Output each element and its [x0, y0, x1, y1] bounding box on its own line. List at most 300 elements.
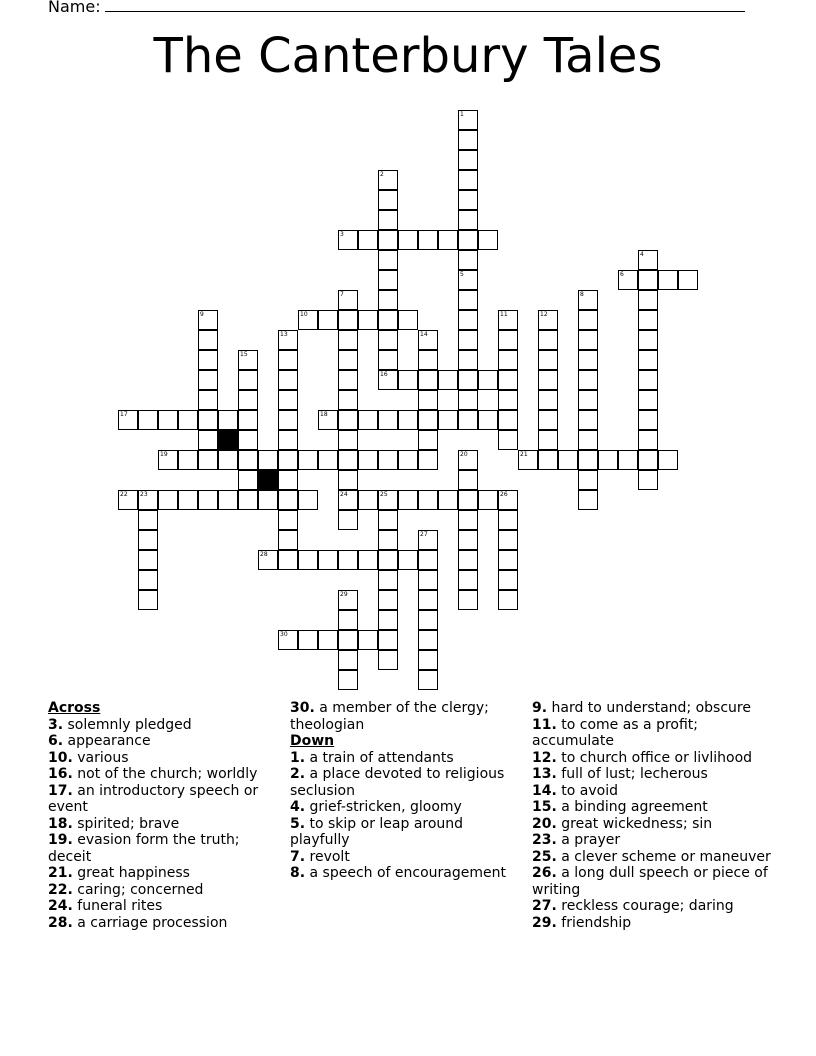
grid-cell[interactable]	[578, 290, 598, 310]
cell-number: 30	[280, 631, 288, 638]
grid-cell[interactable]	[378, 350, 398, 370]
grid-cell[interactable]	[298, 450, 318, 470]
grid-cell[interactable]	[458, 150, 478, 170]
grid-cell[interactable]	[278, 390, 298, 410]
grid-cell[interactable]	[378, 550, 398, 570]
grid-cell[interactable]	[458, 250, 478, 270]
grid-cell[interactable]	[378, 170, 398, 190]
grid-cell[interactable]	[438, 410, 458, 430]
grid-cell[interactable]	[238, 410, 258, 430]
grid-cell[interactable]	[338, 630, 358, 650]
grid-cell[interactable]	[378, 210, 398, 230]
grid-cell[interactable]	[178, 410, 198, 430]
grid-cell[interactable]	[238, 370, 258, 390]
grid-cell[interactable]	[458, 210, 478, 230]
grid-cell[interactable]	[418, 350, 438, 370]
grid-cell[interactable]	[138, 510, 158, 530]
grid-cell[interactable]	[498, 550, 518, 570]
grid-cell[interactable]	[358, 410, 378, 430]
clue-text: various	[72, 749, 129, 766]
cell-number: 9	[200, 311, 204, 318]
grid-cell[interactable]	[198, 490, 218, 510]
grid-cell[interactable]	[358, 450, 378, 470]
grid-cell[interactable]	[278, 490, 298, 510]
grid-cell[interactable]	[518, 450, 538, 470]
grid-cell[interactable]	[178, 490, 198, 510]
grid-cell[interactable]	[378, 250, 398, 270]
clue-number: 18.	[48, 815, 73, 832]
grid-cell[interactable]	[458, 370, 478, 390]
grid-cell[interactable]	[458, 310, 478, 330]
grid-cell[interactable]	[498, 430, 518, 450]
clue-number: 2.	[290, 766, 306, 782]
grid-cell[interactable]	[538, 430, 558, 450]
across-header: Across	[48, 700, 101, 716]
down-clue	[532, 849, 772, 866]
grid-cell[interactable]	[338, 550, 358, 570]
grid-cell[interactable]	[138, 550, 158, 570]
grid-cell[interactable]	[238, 430, 258, 450]
grid-cell[interactable]	[538, 350, 558, 370]
grid-cell[interactable]	[378, 290, 398, 310]
grid-cell[interactable]	[378, 270, 398, 290]
grid-cell[interactable]	[198, 390, 218, 410]
grid-cell[interactable]	[578, 370, 598, 390]
grid-cell[interactable]	[638, 290, 658, 310]
clue-number: 25.	[532, 848, 557, 865]
clue-number: 21.	[48, 865, 73, 881]
grid-cell[interactable]	[378, 530, 398, 550]
cell-number: 25	[380, 491, 388, 498]
cell-number: 8	[580, 291, 584, 298]
clue-text: hard to understand; obscure	[547, 700, 751, 716]
grid-cell[interactable]	[278, 630, 298, 650]
grid-cell[interactable]	[418, 570, 438, 590]
grid-cell[interactable]	[478, 490, 498, 510]
grid-cell[interactable]	[658, 450, 678, 470]
grid-cell[interactable]	[458, 450, 478, 470]
clue-column-2	[290, 700, 526, 882]
grid-cell[interactable]	[458, 410, 478, 430]
clue-number: 14.	[532, 782, 557, 799]
clue-text: a clever scheme or maneuver	[556, 848, 771, 865]
grid-cell[interactable]	[338, 610, 358, 630]
grid-cell[interactable]	[378, 650, 398, 670]
grid-cell[interactable]	[318, 410, 338, 430]
cell-number: 21	[520, 451, 528, 458]
grid-cell[interactable]	[258, 450, 278, 470]
grid-cell[interactable]	[278, 330, 298, 350]
grid-cell[interactable]	[478, 410, 498, 430]
grid-cell[interactable]	[138, 590, 158, 610]
clue-number: 7.	[290, 848, 306, 865]
clue-number: 5.	[290, 815, 306, 832]
grid-cell[interactable]	[238, 390, 258, 410]
cell-number: 23	[140, 491, 148, 498]
clue-number: 24.	[48, 898, 73, 914]
page-title: The Canterbury Tales	[153, 28, 663, 84]
clue-text: a long dull speech or piece of writing	[532, 865, 768, 898]
grid-cell[interactable]	[638, 330, 658, 350]
down-clue	[532, 783, 772, 800]
grid-cell[interactable]	[458, 290, 478, 310]
cell-number: 18	[320, 411, 328, 418]
grid-cell[interactable]	[418, 370, 438, 390]
grid-cell[interactable]	[338, 430, 358, 450]
grid-cell[interactable]	[498, 510, 518, 530]
grid-cell[interactable]	[118, 410, 138, 430]
clue-number: 10.	[48, 749, 73, 766]
grid-cell[interactable]	[398, 550, 418, 570]
grid-cell[interactable]	[658, 270, 678, 290]
grid-cell[interactable]	[418, 670, 438, 690]
clue-text: a speech of encouragement	[305, 865, 506, 881]
grid-cell[interactable]	[638, 350, 658, 370]
grid-cell[interactable]	[458, 270, 478, 290]
grid-cell[interactable]	[418, 390, 438, 410]
grid-cell[interactable]	[498, 310, 518, 330]
grid-cell[interactable]	[378, 510, 398, 530]
grid-cell[interactable]	[218, 450, 238, 470]
grid-cell[interactable]	[638, 270, 658, 290]
clue-text: a train of attendants	[305, 749, 454, 766]
grid-cell[interactable]	[538, 370, 558, 390]
cell-number: 19	[160, 451, 168, 458]
grid-cell[interactable]	[458, 470, 478, 490]
grid-cell[interactable]	[638, 310, 658, 330]
grid-cell[interactable]	[358, 310, 378, 330]
grid-cell[interactable]	[458, 510, 478, 530]
grid-cell[interactable]	[538, 390, 558, 410]
down-clue	[532, 750, 772, 767]
grid-cell[interactable]	[318, 450, 338, 470]
grid-cell[interactable]	[578, 470, 598, 490]
grid-cell[interactable]	[578, 330, 598, 350]
grid-cell[interactable]	[438, 230, 458, 250]
grid-cell[interactable]	[138, 490, 158, 510]
grid-cell[interactable]	[198, 350, 218, 370]
grid-cell[interactable]	[578, 410, 598, 430]
grid-cell[interactable]	[638, 470, 658, 490]
down-clue	[290, 816, 526, 849]
grid-cell[interactable]	[298, 630, 318, 650]
grid-cell[interactable]	[238, 470, 258, 490]
clue-text: great happiness	[72, 865, 190, 881]
grid-cell[interactable]	[278, 510, 298, 530]
grid-cell[interactable]	[458, 230, 478, 250]
grid-cell[interactable]	[378, 630, 398, 650]
down-clue	[290, 750, 526, 767]
grid-cell[interactable]	[158, 450, 178, 470]
grid-cell[interactable]	[338, 490, 358, 510]
grid-cell[interactable]	[358, 230, 378, 250]
grid-cell[interactable]	[258, 550, 278, 570]
grid-cell[interactable]	[578, 490, 598, 510]
cell-number: 4	[640, 251, 644, 258]
across-clue	[48, 750, 280, 767]
grid-cell[interactable]	[498, 370, 518, 390]
grid-cell[interactable]	[418, 410, 438, 430]
grid-cell[interactable]	[538, 310, 558, 330]
grid-cell[interactable]	[418, 230, 438, 250]
grid-cell[interactable]	[278, 410, 298, 430]
clue-number: 3.	[48, 716, 64, 733]
cell-number: 1	[460, 111, 464, 118]
grid-cell[interactable]	[178, 450, 198, 470]
clue-number: 12.	[532, 749, 557, 766]
grid-cell[interactable]	[338, 370, 358, 390]
grid-cell[interactable]	[578, 430, 598, 450]
grid-cell[interactable]	[678, 270, 698, 290]
grid-cell[interactable]	[378, 190, 398, 210]
grid-cell[interactable]	[458, 530, 478, 550]
grid-cell[interactable]	[438, 370, 458, 390]
grid-cell[interactable]	[318, 550, 338, 570]
grid-cell[interactable]	[218, 410, 238, 430]
cell-number: 11	[500, 311, 508, 318]
cell-number: 27	[420, 531, 428, 538]
grid-cell[interactable]	[358, 550, 378, 570]
down-clue	[290, 849, 526, 866]
grid-cell[interactable]	[378, 370, 398, 390]
grid-cell[interactable]	[418, 430, 438, 450]
grid-cell[interactable]	[458, 570, 478, 590]
grid-cell[interactable]	[358, 490, 378, 510]
down-clue	[532, 700, 772, 717]
grid-cell[interactable]	[218, 490, 238, 510]
grid-cell[interactable]	[498, 590, 518, 610]
grid-cell[interactable]	[378, 330, 398, 350]
cell-number: 3	[340, 231, 344, 238]
clue-text: solemnly pledged	[63, 716, 192, 733]
cell-number: 16	[380, 371, 388, 378]
grid-cell[interactable]	[458, 130, 478, 150]
clue-text: a member of the clergy; theologian	[290, 700, 489, 733]
grid-cell[interactable]	[338, 410, 358, 430]
across-clue	[48, 865, 280, 882]
grid-cell[interactable]	[158, 490, 178, 510]
grid-cell[interactable]	[298, 490, 318, 510]
grid-cell[interactable]	[278, 470, 298, 490]
grid-cell[interactable]	[118, 490, 138, 510]
grid-cell[interactable]	[538, 450, 558, 470]
grid-cell[interactable]	[378, 570, 398, 590]
grid-cell[interactable]	[418, 490, 438, 510]
grid-cell[interactable]	[138, 570, 158, 590]
grid-cell[interactable]	[578, 390, 598, 410]
grid-cell[interactable]	[318, 630, 338, 650]
grid-cell[interactable]	[498, 530, 518, 550]
grid-cell[interactable]	[358, 630, 378, 650]
grid-cell[interactable]	[458, 170, 478, 190]
grid-cell[interactable]	[638, 250, 658, 270]
grid-cell[interactable]	[158, 410, 178, 430]
down-clue	[290, 865, 526, 882]
clue-text: a place devoted to religious seclusion	[290, 766, 505, 799]
across-clue	[48, 915, 280, 932]
grid-cell[interactable]	[338, 310, 358, 330]
grid-cell[interactable]	[478, 230, 498, 250]
clue-number: 26.	[532, 865, 557, 881]
grid-cell[interactable]	[298, 550, 318, 570]
across-clue	[48, 898, 280, 915]
grid-cell[interactable]	[418, 630, 438, 650]
clue-text: an introductory speech or event	[48, 782, 259, 815]
down-clue	[532, 915, 772, 932]
grid-cell[interactable]	[458, 190, 478, 210]
clue-text: funeral rites	[72, 898, 163, 914]
grid-cell[interactable]	[618, 270, 638, 290]
grid-cell[interactable]	[198, 430, 218, 450]
grid-cell[interactable]	[458, 590, 478, 610]
across-clue	[48, 783, 280, 816]
clue-text: a carriage procession	[72, 914, 228, 931]
grid-cell[interactable]	[638, 430, 658, 450]
blocked-cell	[258, 470, 278, 490]
grid-cell[interactable]	[458, 550, 478, 570]
grid-cell[interactable]	[418, 650, 438, 670]
clue-text: appearance	[63, 733, 151, 749]
grid-cell[interactable]	[498, 570, 518, 590]
cell-number: 12	[540, 311, 548, 318]
grid-cell[interactable]	[638, 410, 658, 430]
grid-cell[interactable]	[438, 490, 458, 510]
grid-cell[interactable]	[398, 450, 418, 470]
grid-cell[interactable]	[418, 550, 438, 570]
grid-cell[interactable]	[498, 390, 518, 410]
grid-cell[interactable]	[378, 450, 398, 470]
grid-cell[interactable]	[498, 410, 518, 430]
grid-cell[interactable]	[138, 410, 158, 430]
grid-cell[interactable]	[538, 330, 558, 350]
blocked-cell	[218, 430, 238, 450]
grid-cell[interactable]	[378, 410, 398, 430]
grid-cell[interactable]	[418, 330, 438, 350]
clue-text: to come as a profit; accumulate	[532, 716, 699, 749]
grid-cell[interactable]	[278, 370, 298, 390]
grid-cell[interactable]	[198, 410, 218, 430]
grid-cell[interactable]	[478, 370, 498, 390]
clue-number: 30.	[290, 700, 315, 716]
grid-cell[interactable]	[318, 310, 338, 330]
grid-cell[interactable]	[418, 530, 438, 550]
cell-number: 24	[340, 491, 348, 498]
grid-cell[interactable]	[618, 450, 638, 470]
down-clue	[532, 832, 772, 849]
grid-cell[interactable]	[198, 310, 218, 330]
grid-cell[interactable]	[458, 350, 478, 370]
grid-cell[interactable]	[498, 330, 518, 350]
grid-cell[interactable]	[558, 450, 578, 470]
grid-cell[interactable]	[598, 450, 618, 470]
grid-cell[interactable]	[378, 610, 398, 630]
grid-cell[interactable]	[578, 310, 598, 330]
grid-cell[interactable]	[198, 330, 218, 350]
grid-cell[interactable]	[458, 110, 478, 130]
grid-cell[interactable]	[398, 370, 418, 390]
grid-cell[interactable]	[458, 390, 478, 410]
grid-cell[interactable]	[458, 330, 478, 350]
grid-cell[interactable]	[238, 450, 258, 470]
grid-cell[interactable]	[278, 550, 298, 570]
grid-cell[interactable]	[418, 610, 438, 630]
grid-cell[interactable]	[198, 450, 218, 470]
grid-cell[interactable]	[398, 230, 418, 250]
grid-cell[interactable]	[338, 670, 358, 690]
cell-number: 29	[340, 591, 348, 598]
cell-number: 7	[340, 291, 344, 298]
grid-cell[interactable]	[338, 590, 358, 610]
grid-cell[interactable]	[378, 230, 398, 250]
grid-cell[interactable]	[338, 230, 358, 250]
grid-cell[interactable]	[258, 490, 278, 510]
grid-cell[interactable]	[338, 290, 358, 310]
grid-cell[interactable]	[378, 590, 398, 610]
down-clue	[290, 766, 526, 799]
grid-cell[interactable]	[278, 450, 298, 470]
grid-cell[interactable]	[338, 470, 358, 490]
clue-text: to church office or livlihood	[556, 749, 753, 766]
grid-cell[interactable]	[578, 350, 598, 370]
clue-text: spirited; brave	[72, 815, 180, 832]
grid-cell[interactable]	[338, 450, 358, 470]
grid-cell[interactable]	[498, 490, 518, 510]
cell-number: 28	[260, 551, 268, 558]
grid-cell[interactable]	[238, 350, 258, 370]
clue-text: to skip or leap around playfully	[290, 815, 464, 848]
grid-cell[interactable]	[338, 390, 358, 410]
grid-cell[interactable]	[418, 450, 438, 470]
grid-cell[interactable]	[378, 310, 398, 330]
clue-number: 20.	[532, 815, 557, 832]
grid-cell[interactable]	[638, 450, 658, 470]
clue-text: friendship	[556, 914, 632, 931]
clue-number: 27.	[532, 898, 557, 914]
clue-text: a prayer	[556, 832, 621, 848]
grid-cell[interactable]	[238, 490, 258, 510]
grid-cell[interactable]	[398, 490, 418, 510]
clue-text: evasion form the truth; deceit	[48, 832, 240, 865]
down-clue	[532, 766, 772, 783]
cell-number: 10	[300, 311, 308, 318]
grid-cell[interactable]	[278, 530, 298, 550]
grid-cell[interactable]	[498, 350, 518, 370]
grid-cell[interactable]	[338, 350, 358, 370]
grid-cell[interactable]	[138, 530, 158, 550]
cell-number: 22	[120, 491, 128, 498]
grid-cell[interactable]	[398, 410, 418, 430]
grid-cell[interactable]	[458, 490, 478, 510]
grid-cell[interactable]	[338, 650, 358, 670]
grid-cell[interactable]	[198, 370, 218, 390]
clue-text: reckless courage; daring	[556, 898, 734, 914]
grid-cell[interactable]	[638, 370, 658, 390]
grid-cell[interactable]	[338, 510, 358, 530]
grid-cell[interactable]	[398, 310, 418, 330]
grid-cell[interactable]	[278, 430, 298, 450]
grid-cell[interactable]	[278, 350, 298, 370]
grid-cell[interactable]	[298, 310, 318, 330]
grid-cell[interactable]	[378, 490, 398, 510]
grid-cell[interactable]	[418, 590, 438, 610]
grid-cell[interactable]	[338, 330, 358, 350]
clue-column-1	[48, 700, 280, 931]
grid-cell[interactable]	[538, 410, 558, 430]
across-clue	[48, 766, 280, 783]
grid-cell[interactable]	[638, 390, 658, 410]
clue-column-3	[532, 700, 772, 931]
grid-cell[interactable]	[578, 450, 598, 470]
